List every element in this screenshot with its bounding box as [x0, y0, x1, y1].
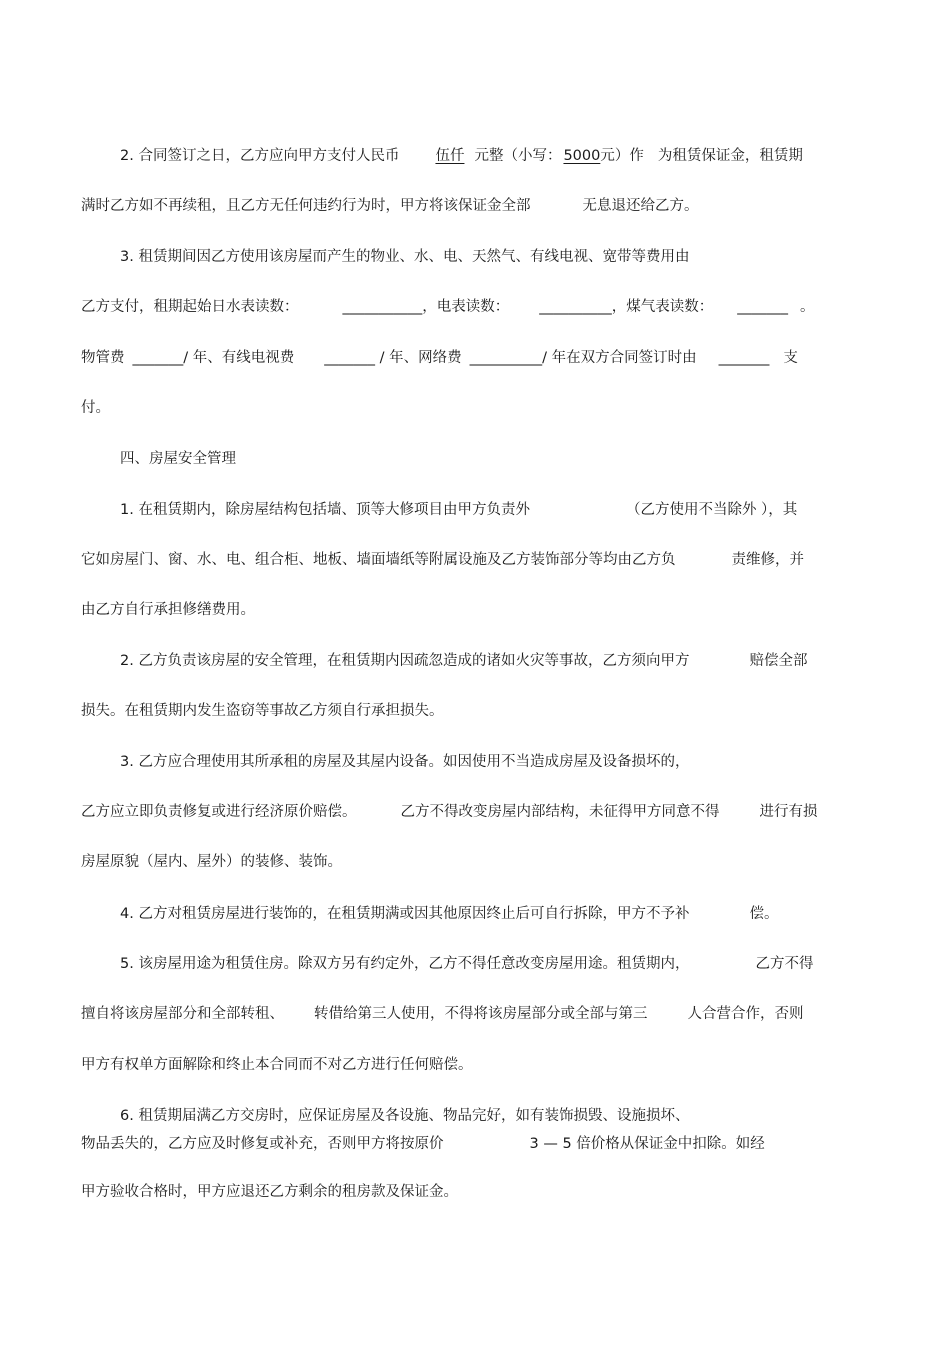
- line-segment: 责维修，并: [731, 552, 804, 568]
- gas-meter-blank: _______: [737, 299, 788, 315]
- line-segment: 乙方支付，租期起始日水表读数：: [81, 299, 299, 315]
- line-segment: 偿。: [749, 906, 779, 922]
- line-segment: 满时乙方如不再续租，且乙方无任何违约行为时，甲方将该保证金全部: [81, 198, 531, 214]
- line-segment: 元）作: [600, 148, 644, 164]
- line-segment: 人合营合作，否则: [687, 1006, 804, 1022]
- line-segment: 无息退还给乙方。: [582, 198, 699, 214]
- line-segment: 。: [800, 299, 815, 315]
- section-heading: [120, 449, 236, 469]
- line-segment: 损失。在租赁期内发生盗窃等事故乙方须自行承担损失。: [81, 703, 444, 719]
- line-segment: 6. 租赁期届满乙方交房时，应保证房屋及各设施、物品完好，如有装饰损毁、设施损坏、: [120, 1108, 690, 1124]
- line-segment: 乙方不得改变房屋内部结构，未征得甲方同意不得: [400, 804, 720, 820]
- line-segment: 元整（小写：: [474, 148, 562, 164]
- line-segment: _______ / 年、网络费: [324, 350, 462, 366]
- line-segment: 乙方不得: [755, 956, 814, 972]
- line-segment: 擅自将该房屋部分和全部转租、: [81, 1006, 284, 1022]
- line-segment: __________/ 年在双方合同签订时由: [469, 350, 697, 366]
- doc-line: [120, 651, 807, 671]
- doc-line: [81, 1055, 473, 1075]
- line-segment: 3. 租赁期间因乙方使用该房屋而产生的物业、水、电、天然气、有线电视、宽带等费用由: [120, 249, 690, 265]
- line-segment: 2. 乙方负责该房屋的安全管理，在租赁期内因疏忽造成的诸如火灾等事故，乙方须向甲方: [120, 653, 690, 669]
- doc-line: [120, 247, 689, 267]
- doc-line: [81, 550, 804, 570]
- line-segment: 它如房屋门、窗、水、电、组合柜、地板、墙面墙纸等附属设施及乙方装饰部分等均由乙方负: [81, 552, 676, 568]
- amount-words: 伍仟: [435, 148, 465, 164]
- doc-line: [81, 1182, 458, 1202]
- doc-line: [81, 1134, 765, 1154]
- line-segment: _______/ 年、有线电视费: [132, 350, 295, 366]
- line-segment: 乙方应立即负责修复或进行经济原价赔偿。: [81, 804, 357, 820]
- water-meter-blank: ___________，电表读数：: [342, 299, 510, 315]
- line-segment: 2. 合同签订之日，乙方应向甲方支付人民币: [120, 148, 400, 164]
- line-segment: 3 — 5 倍价格从保证金中扣除。如经: [529, 1136, 765, 1152]
- doc-line: [81, 398, 110, 418]
- doc-line: [120, 904, 778, 924]
- line-segment: 4. 乙方对租赁房屋进行装饰的，在租赁期满或因其他原因终止后可自行拆除，甲方不予补: [120, 906, 690, 922]
- doc-line: [81, 1004, 804, 1024]
- line-segment: （乙方使用不当除外 ），其: [625, 502, 798, 518]
- amount-number: 5000: [563, 148, 601, 164]
- payer-blank: _______: [718, 350, 770, 366]
- doc-line: [120, 752, 689, 772]
- line-segment: 1. 在租赁期内，除房屋结构包括墙、顶等大修项目由甲方负责外: [120, 502, 530, 518]
- doc-line: [81, 348, 798, 368]
- doc-line: [120, 954, 813, 974]
- doc-line: [81, 701, 444, 721]
- electric-meter-blank: __________，煤气表读数：: [539, 299, 714, 315]
- doc-line: [81, 196, 699, 216]
- line-segment: 赔偿全部: [749, 653, 808, 669]
- line-segment: 物管费: [81, 350, 125, 366]
- line-segment: 甲方有权单方面解除和终止本合同而不对乙方进行任何赔偿。: [81, 1057, 473, 1073]
- section-heading-text: 四、房屋安全管理: [120, 451, 236, 467]
- line-segment: 付。: [81, 400, 110, 416]
- line-segment: 进行有损: [759, 804, 818, 820]
- line-segment: 转借给第三人使用，不得将该房屋部分或全部与第三: [314, 1006, 648, 1022]
- line-segment: 3. 乙方应合理使用其所承租的房屋及其屋内设备。如因使用不当造成房屋及设备损坏的，: [120, 754, 690, 770]
- doc-line: [120, 146, 803, 166]
- doc-line: [120, 1106, 689, 1126]
- line-segment: 房屋原貌（屋内、屋外）的装修、装饰。: [81, 854, 342, 870]
- line-segment: 物品丢失的，乙方应及时修复或补充，否则甲方将按原价: [81, 1136, 444, 1152]
- line-segment: 支: [783, 350, 798, 366]
- doc-line: [120, 500, 797, 520]
- line-segment: 由乙方自行承担修缮费用。: [81, 602, 255, 618]
- doc-line: [81, 600, 255, 620]
- doc-line: [81, 852, 342, 872]
- line-segment: 为租赁保证金，租赁期: [657, 148, 803, 164]
- doc-line: [81, 297, 815, 317]
- line-segment: 甲方验收合格时，甲方应退还乙方剩余的租房款及保证金。: [81, 1184, 458, 1200]
- doc-line: [81, 802, 818, 822]
- line-segment: 5. 该房屋用途为租赁住房。除双方另有约定外，乙方不得任意改变房屋用途。租赁期内，: [120, 956, 690, 972]
